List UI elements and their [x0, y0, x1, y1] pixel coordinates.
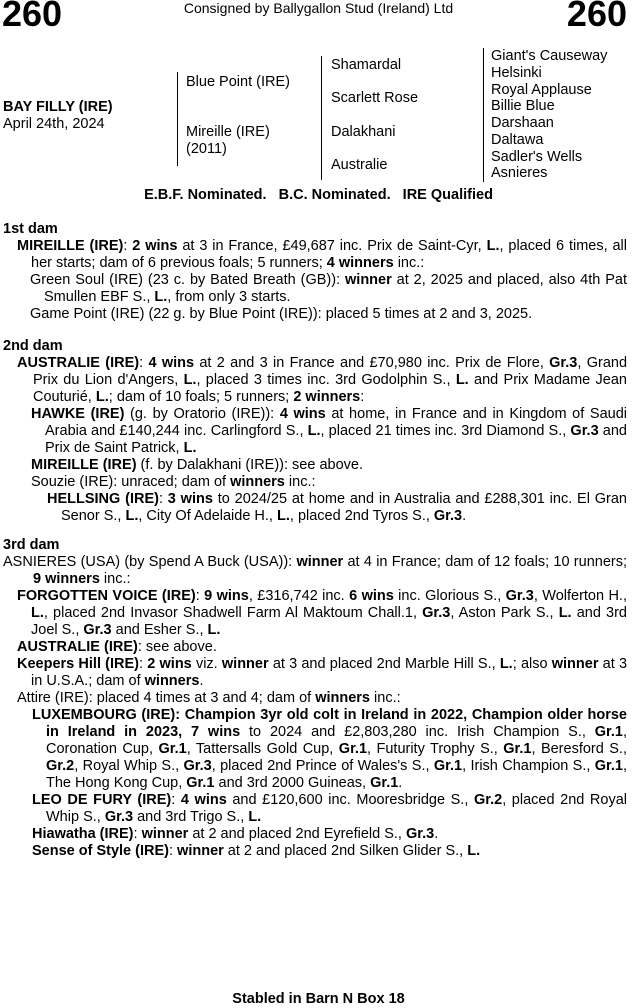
text: inc.:	[284, 474, 316, 490]
dam-record	[3, 554, 627, 588]
text: :	[139, 656, 148, 672]
produce-record	[17, 491, 627, 525]
horse-name: AUSTRALIE (IRE)	[17, 355, 140, 371]
text: , placed 3 times inc. 3rd Godolphin S.,	[196, 372, 456, 388]
listed-marker: L.	[95, 389, 109, 405]
text: , Irish Champion S.,	[462, 758, 595, 774]
bold-text: 9 winners	[33, 571, 100, 587]
produce-record	[3, 306, 627, 323]
text: : see above.	[137, 639, 217, 655]
group-marker: Gr.3	[422, 605, 451, 621]
lot-number: 260	[2, 0, 63, 34]
pedigree-ggp-4: Billie Blue	[491, 98, 555, 114]
consignor: Consigned by Ballygallon Stud (Ireland) Ltd	[183, 0, 454, 16]
text: at 3 in France, £49,687 inc. Prix de Saint-Cyr,	[177, 238, 487, 254]
text: Game Point (IRE) (22 g. by Blue Point (IRE)): placed 5 times at 2 and 3, 2025.	[30, 306, 533, 322]
bold-text: winner	[345, 272, 392, 288]
text: Attire (IRE): placed 4 times at 3 and 4; dam of	[17, 690, 316, 706]
pedigree-sire-dam: Scarlett Rose	[331, 90, 419, 106]
group-marker: Gr.2	[46, 758, 75, 774]
pedigree-dam-sire: Dalakhani	[331, 124, 396, 140]
produce-record	[3, 474, 627, 491]
horse-dob: April 24th, 2024	[3, 116, 105, 132]
text: , Futurity Trophy S.,	[367, 741, 504, 757]
text: :	[195, 588, 205, 604]
section-heading: 2nd dam	[3, 338, 63, 354]
second-dam-section	[3, 338, 627, 525]
text: viz.	[191, 656, 222, 672]
bold-text: winner	[551, 656, 599, 672]
text: to 2024/25 at home and in Australia and £288,301 inc. El Gran Senor S.,	[61, 491, 627, 524]
horse-name: HELLSING (IRE)	[47, 491, 159, 507]
pedigree-ggp-6: Daltawa	[491, 132, 544, 148]
horse-name: MIREILLE (IRE)	[17, 238, 124, 254]
horse-name: FORGOTTEN VOICE (IRE)	[17, 588, 196, 604]
lot-number-right: 260	[566, 0, 627, 34]
text: , Coronation Cup,	[46, 724, 627, 757]
text: , from only 3 starts.	[167, 289, 291, 305]
produce-record	[3, 457, 627, 474]
text: , placed 2nd Tyros S.,	[289, 508, 434, 524]
text: at 2 and 3 in France and £70,980 inc. Prix de Flore,	[194, 355, 550, 371]
horse-name: Keepers Hill (IRE)	[17, 656, 140, 672]
text: , placed 2nd Prince of Wales's S.,	[211, 758, 434, 774]
bold-text: winner	[296, 554, 344, 570]
text: inc.:	[99, 571, 131, 587]
pedigree-dam-year: (2011)	[186, 141, 227, 157]
bold-text: Champion 3yr old colt in Ireland in 2022, Champion older horse in Ireland in 2023, 7 wins	[46, 707, 627, 740]
text: ; dam of 10 foals; 5 runners;	[108, 389, 294, 405]
first-dam-section	[3, 221, 627, 323]
text: at 2 and placed 2nd Silken Glider S.,	[223, 843, 468, 859]
text: :	[123, 238, 133, 254]
listed-marker: L.	[207, 622, 221, 638]
pedigree-line-3	[483, 48, 484, 182]
listed-marker: L.	[183, 440, 197, 456]
listed-marker: L.	[558, 605, 572, 621]
bold-text: winners	[315, 690, 370, 706]
produce-record	[3, 406, 627, 457]
horse-name: AUSTRALIE (IRE)	[17, 639, 138, 655]
pedigree-ggp-7: Sadler's Wells	[491, 149, 583, 165]
group-marker: Gr.3	[433, 508, 463, 524]
dam-record	[3, 355, 627, 406]
bold-text: 4 wins	[180, 792, 227, 808]
text: (g. by Oratorio (IRE)):	[124, 406, 280, 422]
section-heading: 1st dam	[3, 221, 58, 237]
pedigree-ggp-5: Darshaan	[491, 115, 554, 131]
group-marker: Gr.2	[473, 792, 503, 808]
text: at 2 and placed 2nd Eyrefield S.,	[188, 826, 406, 842]
text: :	[139, 355, 149, 371]
section-heading: 3rd dam	[3, 537, 60, 553]
text: .	[398, 775, 403, 791]
produce-record	[3, 792, 627, 826]
group-marker: Gr.3	[405, 826, 435, 842]
group-marker: Gr.1	[338, 741, 368, 757]
pedigree-ggp-8: Asnieres	[491, 165, 548, 181]
produce-record	[3, 588, 627, 639]
text: inc.:	[393, 255, 425, 271]
bold-text: winner	[177, 843, 224, 859]
text: ; also	[512, 656, 552, 672]
listed-marker: L.	[307, 423, 321, 439]
pedigree-ggp-3: Royal Applause	[491, 82, 592, 98]
bold-text: 2 wins	[147, 656, 192, 672]
produce-record	[3, 656, 627, 690]
stabling-info: Stabled in Barn N Box 18	[232, 991, 405, 1007]
bold-text: 4 wins	[279, 406, 326, 422]
group-marker: Gr.1	[433, 758, 463, 774]
group-marker: Gr.3	[505, 588, 534, 604]
pedigree-dam-dam: Australie	[331, 157, 388, 173]
group-marker: Gr.1	[186, 775, 215, 791]
text: , placed 6 times, all her starts; dam of 6 previous foals; 5 runners;	[31, 238, 627, 271]
text: .	[462, 508, 467, 524]
group-marker: Gr.1	[370, 775, 399, 791]
group-marker: Gr.3	[83, 622, 112, 638]
dam-record	[3, 238, 627, 272]
text: and 3rd Trigo S.,	[133, 809, 249, 825]
group-marker: Gr.1	[503, 741, 532, 757]
text: :	[158, 491, 168, 507]
bold-text: 6 wins	[349, 588, 394, 604]
pedigree-sire-sire: Shamardal	[331, 57, 402, 73]
group-marker: Gr.3	[570, 423, 599, 439]
text: :	[175, 707, 185, 723]
text: , placed 2nd Royal Whip S.,	[46, 792, 627, 825]
text: , Wolferton H.,	[533, 588, 627, 604]
produce-record	[3, 639, 627, 656]
pedigree-line-1	[177, 72, 178, 166]
bold-text: 2 wins	[132, 238, 178, 254]
text: , £316,742 inc.	[248, 588, 350, 604]
text: , Beresford S.,	[531, 741, 627, 757]
text: (f. by Dalakhani (IRE)): see above.	[136, 457, 363, 473]
group-marker: Gr.1	[158, 741, 187, 757]
pedigree-dam: Mireille (IRE)	[186, 124, 270, 140]
text: .	[199, 673, 204, 689]
text: :	[168, 843, 178, 859]
listed-marker: L.	[125, 508, 139, 524]
bold-text: 4 wins	[148, 355, 195, 371]
text: , placed 2nd Invasor Shadwell Farm Al Maktoum Chall.1,	[43, 605, 423, 621]
text: at 4 in France; dam of 12 foals; 10 runners;	[343, 554, 627, 570]
text: and Prix Madame Jean Couturié,	[33, 372, 627, 405]
produce-record	[3, 690, 627, 707]
listed-marker: L.	[467, 843, 481, 859]
text: :	[133, 826, 142, 842]
listed-marker: L.	[486, 238, 500, 254]
bold-text: 4 winners	[326, 255, 394, 271]
text: , Royal Whip S.,	[74, 758, 184, 774]
listed-marker: L.	[455, 372, 469, 388]
horse-name: LUXEMBOURG (IRE)	[32, 707, 176, 723]
horse-name: HAWKE (IRE)	[31, 406, 125, 422]
bold-text: winners	[144, 673, 200, 689]
text: and 3rd Joel S.,	[31, 605, 627, 638]
text: and £120,600 inc. Mooresbridge S.,	[226, 792, 474, 808]
produce-record	[3, 707, 627, 792]
listed-marker: L.	[499, 656, 513, 672]
produce-record	[3, 843, 627, 860]
listed-marker: L.	[248, 809, 262, 825]
text: and Prix de Saint Patrick,	[45, 423, 627, 456]
text: , placed 21 times inc. 3rd Diamond S.,	[320, 423, 571, 439]
listed-marker: L.	[277, 508, 290, 524]
text: Green Soul (IRE) (23 c. by Bated Breath (GB)):	[30, 272, 346, 288]
third-dam-section	[3, 537, 627, 860]
text: , Tattersalls Gold Cup,	[186, 741, 339, 757]
text: and 3rd 2000 Guineas,	[214, 775, 371, 791]
pedigree-ggp-1: Giant's Causeway	[491, 48, 608, 64]
horse-name: LEO DE FURY (IRE)	[32, 792, 172, 808]
pedigree-line-2	[321, 56, 322, 180]
group-marker: Gr.1	[594, 724, 623, 740]
text: ASNIERES (USA) (by Spend A Buck (USA)):	[3, 554, 297, 570]
text: at 3 in U.S.A.; dam of	[31, 656, 628, 689]
group-marker: Gr.3	[549, 355, 578, 371]
text: , City Of Adelaide H.,	[138, 508, 277, 524]
horse-name: Sense of Style (IRE)	[32, 843, 169, 859]
bold-text: winner	[221, 656, 269, 672]
listed-marker: L.	[154, 289, 168, 305]
group-marker: Gr.3	[104, 809, 134, 825]
text: to 2024 and £2,803,280 inc. Irish Champion S.,	[240, 724, 595, 740]
produce-record	[3, 272, 627, 306]
text: and Esher S.,	[111, 622, 208, 638]
produce-record	[3, 826, 627, 843]
listed-marker: L.	[183, 372, 197, 388]
text: .	[434, 826, 439, 842]
text: Souzie (IRE): unraced; dam of	[31, 474, 231, 490]
bold-text: 9 wins	[204, 588, 249, 604]
text: at home, in France and in Kingdom of Saudi Arabia and £140,244 inc. Carlingford S.,	[45, 406, 627, 439]
horse-name: BAY FILLY (IRE)	[3, 99, 113, 115]
text: :	[171, 792, 181, 808]
bold-text: winner	[141, 826, 189, 842]
horse-name: Hiawatha (IRE)	[32, 826, 134, 842]
text: at 3 and placed 2nd Marble Hill S.,	[268, 656, 500, 672]
text: , Grand Prix du Lion d'Angers,	[33, 355, 628, 388]
group-marker: Gr.1	[594, 758, 623, 774]
text: , Aston Park S.,	[450, 605, 559, 621]
bold-text: 2 winners	[293, 389, 361, 405]
text: at 2, 2025 and placed, also 4th Pat Smullen EBF S.,	[44, 272, 627, 305]
text: :	[360, 389, 365, 405]
text: , The Hong Kong Cup,	[46, 758, 628, 791]
group-marker: Gr.3	[183, 758, 212, 774]
pedigree-sire: Blue Point (IRE)	[186, 74, 290, 90]
pedigree-ggp-2: Helsinki	[491, 65, 542, 81]
bold-text: 3 wins	[167, 491, 213, 507]
nominations: E.B.F. Nominated. B.C. Nominated. IRE Qualified	[144, 187, 493, 203]
horse-name: MIREILLE (IRE)	[31, 457, 137, 473]
bold-text: winners	[230, 474, 285, 490]
listed-marker: L.	[31, 605, 44, 621]
text: inc. Glorious S.,	[393, 588, 506, 604]
text: inc.:	[370, 690, 401, 706]
